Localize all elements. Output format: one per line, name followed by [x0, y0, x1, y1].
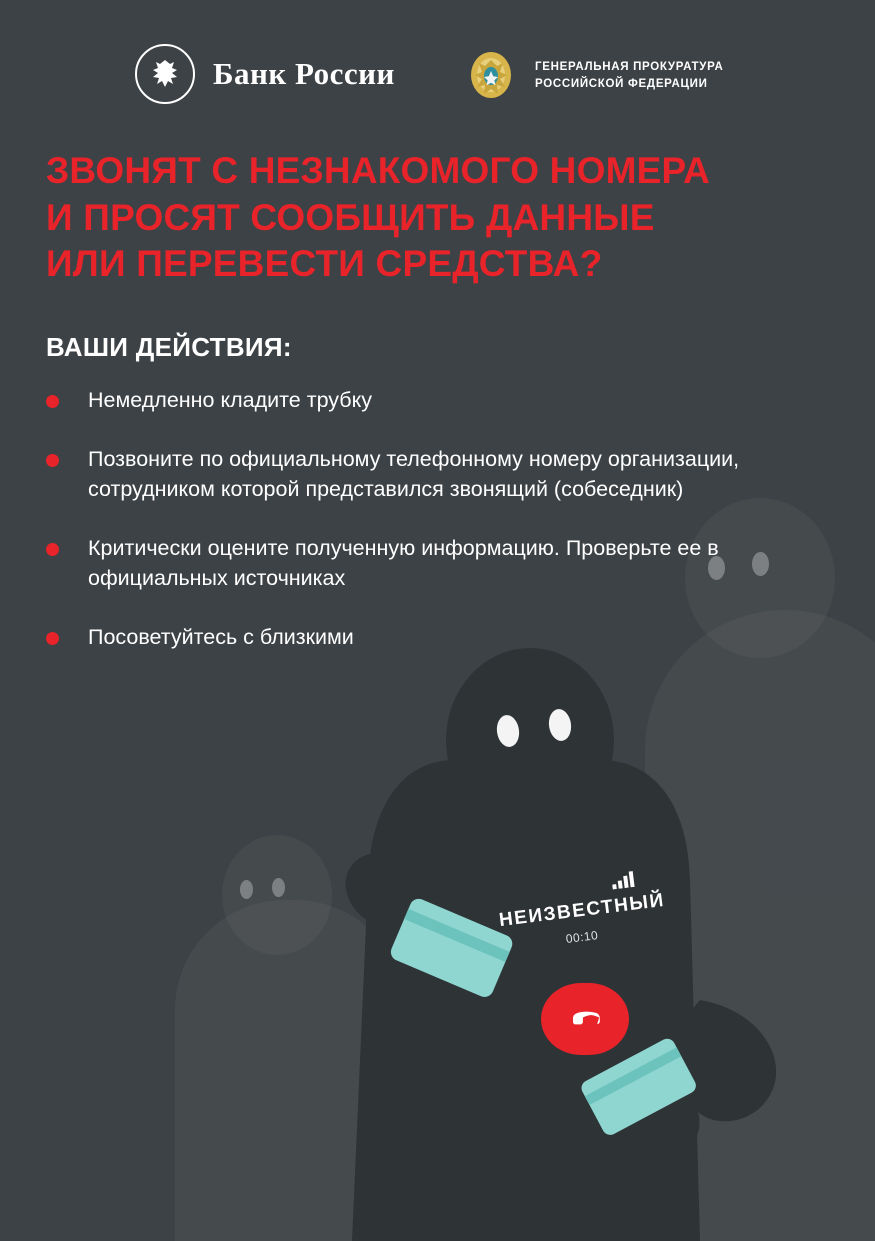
list-item-text: Немедленно кладите трубку: [88, 388, 372, 412]
list-item: [46, 533, 836, 594]
subtitle: ВАШИ ДЕЙСТВИЯ:: [46, 332, 292, 362]
poster-header: [0, 44, 875, 114]
headline-line-2: И ПРОСЯТ СООБЩИТЬ ДАННЫЕ: [46, 196, 655, 238]
list-item: [46, 622, 836, 653]
list-item-text: Посоветуйтесь с близкими: [88, 624, 354, 649]
hangup-phone-icon[interactable]: [541, 983, 629, 1055]
bullet-dot-icon: [46, 543, 59, 556]
headline: [46, 148, 836, 288]
prosecutor-general-logo: [463, 46, 724, 106]
bullet-dot-icon: [46, 632, 59, 645]
caller-name-label: НЕИЗВЕСТНЫЙ: [497, 889, 666, 932]
prosecutor-title-line1: ГЕНЕРАЛЬНАЯ ПРОКУРАТУРА: [535, 61, 724, 74]
headline-line-1: ЗВОНЯТ С НЕЗНАКОМОГО НОМЕРА: [46, 150, 711, 191]
headline-line-3: ИЛИ ПЕРЕВЕСТИ СРЕДСТВА?: [46, 243, 603, 285]
bullet-dot-icon: [46, 395, 59, 408]
list-item-text: Критически оцените полученную информацию. Проверьте ее в официальных источниках: [88, 535, 719, 591]
list-item: [46, 444, 836, 505]
advice-list: [46, 385, 836, 680]
prosecutor-title-line2: РОССИЙСКОЙ ФЕДЕРАЦИИ: [535, 78, 708, 90]
prosecutor-emblem-icon: [463, 46, 519, 106]
list-item: [46, 385, 836, 416]
call-timer: 00:10: [565, 928, 599, 946]
bullet-dot-icon: [46, 454, 59, 467]
list-item-text: Позвоните по официальному телефонному номеру организации, сотрудником которой представился звонящий (собеседник): [88, 446, 740, 502]
bank-of-russia-logo: [135, 44, 395, 104]
prosecutor-general-title: [535, 59, 724, 92]
double-headed-eagle-icon: [135, 44, 195, 104]
bank-of-russia-title: Банк России: [213, 56, 395, 91]
signal-bars-icon: [611, 870, 639, 894]
